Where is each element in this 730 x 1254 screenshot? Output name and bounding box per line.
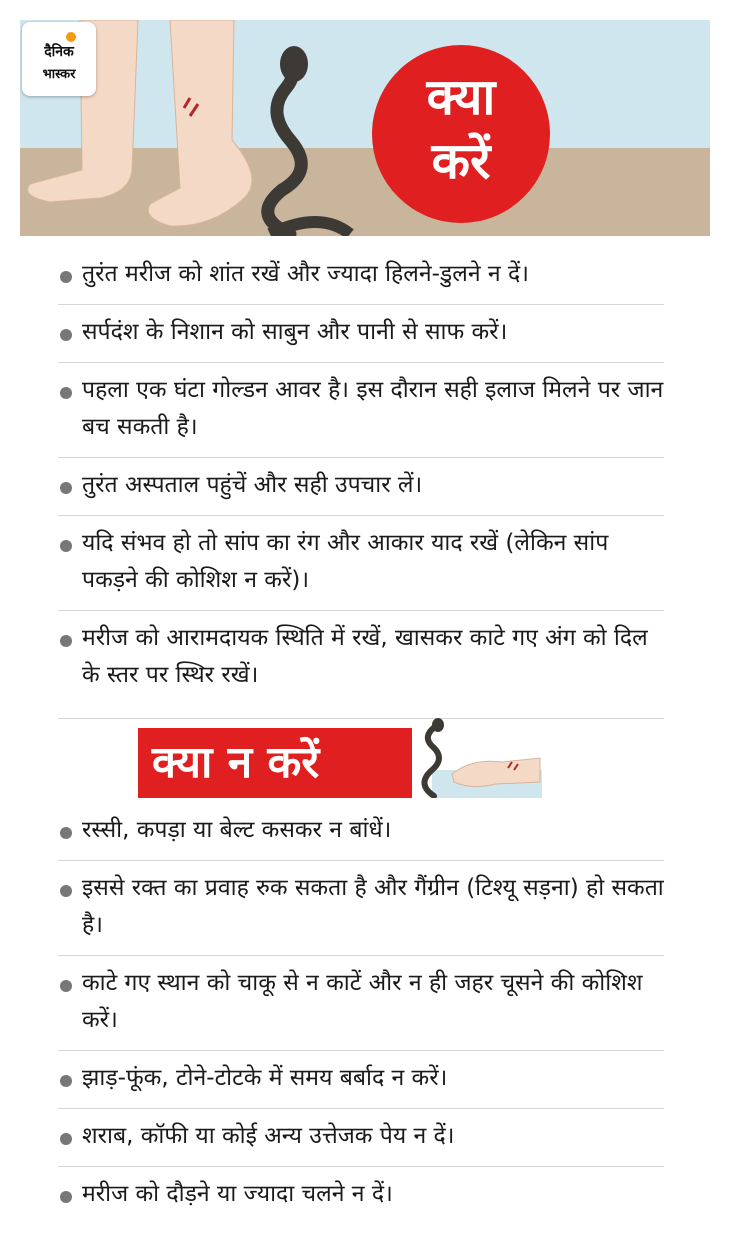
list-item-text: सर्पदंश के निशान को साबुन और पानी से साफ करें। — [82, 319, 508, 345]
list-item — [58, 1109, 664, 1167]
brand-logo — [22, 22, 96, 96]
bullet-icon — [60, 1133, 72, 1145]
section-divider — [58, 718, 664, 719]
bullet-icon — [60, 329, 72, 341]
bullet-icon — [60, 540, 72, 552]
list-item-text: झाड़-फूंक, टोने-टोटके में समय बर्बाद न करें। — [82, 1065, 448, 1091]
list-item-text: तुरंत अस्पताल पहुंचें और सही उपचार लें। — [82, 472, 423, 498]
list-item-text: मरीज को आरामदायक स्थिति में रखें, खासकर काटे गए अंग को दिल के स्तर पर स्थिर रखें। — [82, 625, 648, 688]
list-item — [58, 803, 664, 861]
list-item — [58, 956, 664, 1051]
bullet-icon — [60, 1191, 72, 1203]
do-list — [58, 247, 664, 705]
list-item — [58, 1051, 664, 1109]
bullet-icon — [60, 827, 72, 839]
list-item-text: काटे गए स्थान को चाकू से न काटें और न ही जहर चूसने की कोशिश करें। — [82, 970, 643, 1033]
logo-sun-dot — [66, 32, 76, 42]
dont-heading-bar — [138, 728, 412, 798]
list-item — [58, 611, 664, 705]
list-item — [58, 458, 664, 516]
dont-list — [58, 803, 664, 1224]
list-item — [58, 247, 664, 305]
bullet-icon — [60, 387, 72, 399]
foot-snake-illustration — [20, 20, 710, 236]
bullet-icon — [60, 980, 72, 992]
dont-heading: क्या न करें — [152, 737, 320, 788]
list-item-text: मरीज को दौड़ने या ज्यादा चलने न दें। — [82, 1181, 393, 1207]
logo-line2: भास्कर — [42, 67, 76, 82]
list-item-text: इससे रक्त का प्रवाह रुक सकता है और गैंग्रीन (टिश्यू सड़ना) हो सकता है। — [82, 875, 664, 938]
list-item-text: पहला एक घंटा गोल्डन आवर है। इस दौरान सही इलाज मिलने पर जान बच सकती है। — [82, 377, 664, 440]
list-item — [58, 363, 664, 458]
list-item-text: शराब, कॉफी या कोई अन्य उत्तेजक पेय न दें। — [82, 1123, 455, 1149]
hand-snake-illustration — [412, 718, 542, 798]
do-heading-line1: क्या — [426, 68, 496, 126]
hero-illustration — [20, 20, 710, 236]
list-item — [58, 516, 664, 611]
list-item — [58, 305, 664, 363]
list-item — [58, 861, 664, 956]
list-item-text: रस्सी, कपड़ा या बेल्ट कसकर न बांधें। — [82, 817, 392, 843]
list-item-text: यदि संभव हो तो सांप का रंग और आकार याद रखें (लेकिन सांप पकड़ने की कोशिश न करें)। — [82, 530, 609, 593]
bullet-icon — [60, 1075, 72, 1087]
list-item-text: तुरंत मरीज को शांत रखें और ज्यादा हिलने-डुलने न दें। — [82, 261, 529, 287]
do-heading-badge — [372, 45, 550, 223]
bullet-icon — [60, 885, 72, 897]
do-heading-line2: करें — [431, 132, 491, 190]
logo-line1: दैनिक — [44, 44, 74, 60]
bullet-icon — [60, 635, 72, 647]
list-item — [58, 1167, 664, 1224]
bullet-icon — [60, 271, 72, 283]
bullet-icon — [60, 482, 72, 494]
